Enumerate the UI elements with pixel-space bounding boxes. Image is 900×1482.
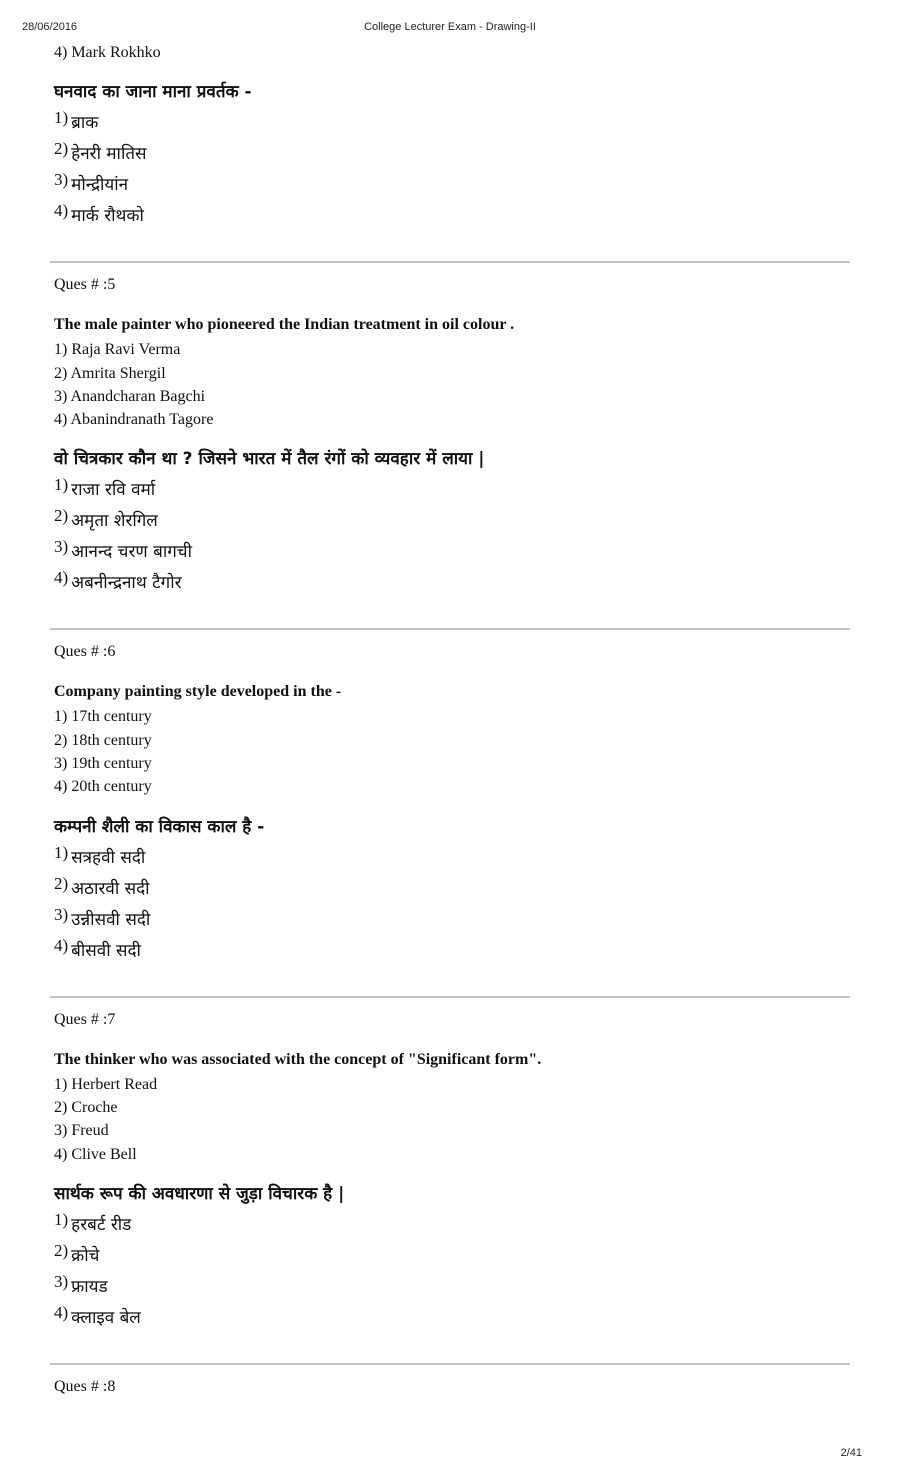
option-text: अमृता शेरगिल (71, 511, 158, 532)
en-option: 3) Anandcharan Bagchi (54, 387, 206, 405)
option-text: मार्क रौथको (71, 206, 144, 227)
option-text: अबनीन्द्रनाथ टैगोर (71, 573, 182, 594)
option-number: 1) (54, 1209, 69, 1229)
hindi-question-text: कम्पनी शैली का विकास काल है - (54, 816, 265, 837)
hindi-option (54, 169, 850, 200)
hindi-option (54, 107, 850, 138)
question-divider (50, 261, 850, 263)
hindi-option (54, 1209, 850, 1240)
exam-content (54, 41, 850, 1398)
hindi-option (54, 1240, 850, 1271)
en-option: 4) Mark Rokhko (54, 44, 161, 61)
question-divider (50, 628, 850, 630)
option-number: 3) (54, 904, 69, 924)
option-number: 1) (54, 842, 69, 862)
question-divider (50, 1363, 850, 1365)
en-option: 1) 17th century (54, 708, 152, 726)
option-text: उन्नीसवी सदी (71, 909, 151, 930)
option-number: 1) (54, 108, 69, 128)
hindi-option (54, 567, 850, 598)
en-option: 2) 18th century (54, 731, 152, 749)
en-option: 4) Abanindranath Tagore (54, 411, 214, 429)
hindi-question-text: सार्थक रूप की अवधारणा से जुड़ा विचारक है | (54, 1183, 345, 1204)
hindi-option (54, 935, 850, 966)
option-text: बीसवी सदी (71, 940, 141, 961)
hindi-option (54, 536, 850, 567)
option-text: हेनरी मातिस (71, 144, 147, 165)
en-option: 4) 20th century (54, 778, 152, 796)
option-number: 2) (54, 139, 69, 159)
option-text: क्लाइव बेल (71, 1307, 141, 1328)
option-text: आनन्द चरण बागची (71, 542, 192, 563)
option-text: क्रोचे (71, 1245, 100, 1266)
option-number: 3) (54, 1271, 69, 1291)
option-number: 4) (54, 1302, 69, 1322)
question-number: Ques # :5 (54, 276, 116, 294)
hindi-option (54, 200, 850, 231)
option-number: 4) (54, 568, 69, 588)
option-number: 3) (54, 537, 69, 557)
document-title: College Lecturer Exam - Drawing-II (364, 21, 536, 33)
question-5 (54, 274, 850, 598)
question-number: Ques # :7 (54, 1010, 116, 1028)
hindi-question-text: घनवाद का जाना माना प्रवर्तक - (54, 82, 252, 103)
option-text: अठारवी सदी (71, 878, 150, 899)
option-number: 2) (54, 1240, 69, 1260)
en-option: 2) Croche (54, 1098, 118, 1116)
en-question-text: The male painter who pioneered the Indian treatment in oil colour . (54, 316, 515, 334)
option-number: 2) (54, 506, 69, 526)
option-text: हरबर्ट रीड (71, 1214, 132, 1235)
hindi-question-text: वो चित्रकार कौन था ? जिसने भारत में तैल रंगों को व्यवहार में लाया | (54, 449, 485, 470)
option-number: 3) (54, 170, 69, 190)
option-text: सत्रहवी सदी (71, 847, 146, 868)
en-option: 1) Herbert Read (54, 1075, 158, 1093)
question-4-continued (54, 41, 850, 231)
hindi-option (54, 505, 850, 536)
hindi-option (54, 1271, 850, 1302)
question-divider (50, 996, 850, 998)
en-question-text: The thinker who was associated with the concept of "Significant form". (54, 1050, 542, 1068)
option-number: 2) (54, 873, 69, 893)
option-text: फ्रायड (71, 1276, 108, 1297)
option-number: 4) (54, 935, 69, 955)
page-number: 2/41 (840, 1447, 862, 1459)
print-date: 28/06/2016 (22, 21, 78, 33)
hindi-option (54, 1302, 850, 1333)
question-number: Ques # :6 (54, 643, 116, 661)
en-option: 1) Raja Ravi Verma (54, 341, 181, 359)
question-6 (54, 641, 850, 965)
hindi-option (54, 873, 850, 904)
en-option: 3) 19th century (54, 755, 152, 773)
option-text: मोन्द्रीयांन (71, 175, 129, 196)
question-7 (54, 1009, 850, 1333)
en-option: 2) Amrita Shergil (54, 364, 166, 382)
hindi-option (54, 904, 850, 935)
hindi-option (54, 474, 850, 505)
option-text: ब्राक (71, 113, 99, 134)
en-option: 3) Freud (54, 1122, 109, 1140)
en-option: 4) Clive Bell (54, 1145, 137, 1163)
option-text: राजा रवि वर्मा (71, 480, 156, 501)
option-number: 4) (54, 201, 69, 221)
en-question-text: Company painting style developed in the - (54, 683, 342, 701)
option-number: 1) (54, 475, 69, 495)
hindi-option (54, 138, 850, 169)
question-number: Ques # :8 (54, 1377, 116, 1395)
hindi-option (54, 842, 850, 873)
